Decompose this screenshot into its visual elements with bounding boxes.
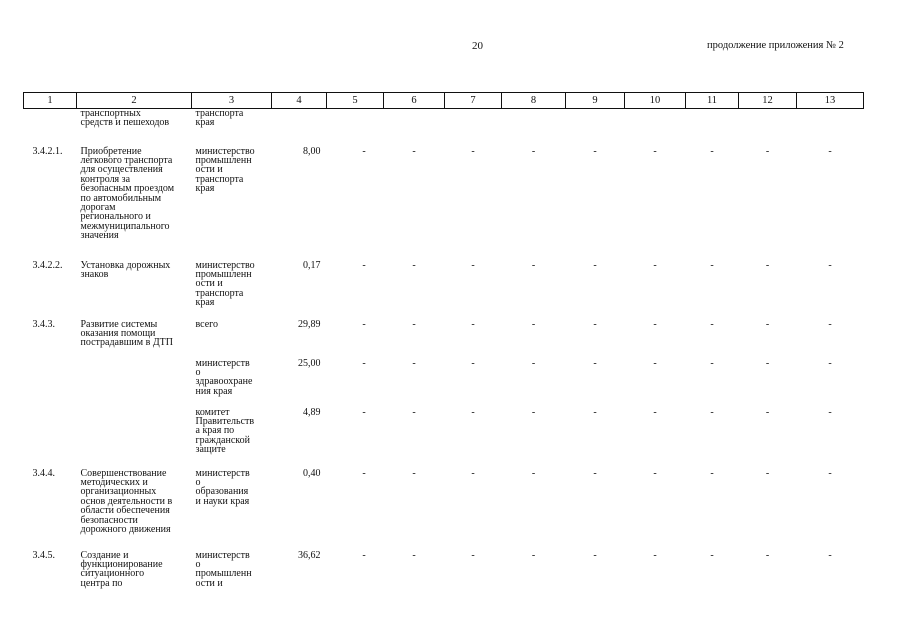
- value-cell: -: [362, 145, 366, 157]
- value-cell: -: [412, 357, 416, 369]
- value-cell: -: [710, 406, 714, 418]
- value-cell: -: [828, 467, 832, 479]
- executor-cell: транспорта края: [195, 108, 244, 129]
- value-cell: -: [412, 259, 416, 271]
- value-cell: -: [531, 406, 536, 418]
- value-cell: -: [828, 549, 832, 561]
- value-cell: -: [531, 318, 536, 330]
- column-header: 4: [272, 93, 327, 109]
- value-cell: -: [412, 145, 416, 157]
- column-header: 10: [625, 93, 686, 109]
- executor-cell: министерство промышленн ости и транспорта края: [195, 145, 255, 195]
- value-cell: -: [471, 549, 475, 561]
- table-row: [24, 467, 864, 549]
- page-number: 20: [472, 40, 483, 52]
- row-number: [24, 406, 77, 467]
- value-cell: [625, 109, 686, 145]
- value-cell: -: [710, 549, 714, 561]
- column-header: 9: [566, 93, 625, 109]
- value-cell: -: [362, 318, 366, 330]
- value-cell: -: [710, 467, 714, 479]
- value-cell: [327, 109, 384, 145]
- amount-cell: 8,00: [303, 145, 321, 157]
- table-row: [24, 145, 864, 259]
- value-cell: -: [593, 259, 597, 271]
- column-header: 3: [192, 93, 272, 109]
- value-cell: -: [653, 145, 657, 157]
- column-header: 6: [384, 93, 445, 109]
- value-cell: -: [531, 549, 536, 561]
- column-header: 5: [327, 93, 384, 109]
- value-cell: [686, 109, 739, 145]
- amount-cell: 0,17: [303, 259, 321, 271]
- value-cell: -: [362, 549, 366, 561]
- value-cell: [502, 109, 566, 145]
- value-cell: -: [593, 406, 597, 418]
- value-cell: -: [653, 357, 657, 369]
- value-cell: -: [710, 357, 714, 369]
- value-cell: -: [828, 145, 832, 157]
- value-cell: -: [710, 318, 714, 330]
- value-cell: -: [828, 259, 832, 271]
- value-cell: -: [531, 467, 536, 479]
- value-cell: [566, 109, 625, 145]
- table-row: [24, 109, 864, 145]
- value-cell: -: [765, 259, 770, 271]
- value-cell: -: [362, 406, 366, 418]
- continuation-label: продолжение приложения № 2: [707, 40, 844, 51]
- value-cell: -: [653, 467, 657, 479]
- value-cell: -: [471, 406, 475, 418]
- measure-name: Создание и функционирование ситуационного центра по: [80, 549, 163, 589]
- value-cell: -: [710, 259, 714, 271]
- row-number: 3.4.5.: [32, 549, 55, 561]
- row-number: 3.4.3.: [32, 318, 55, 330]
- value-cell: -: [593, 145, 597, 157]
- value-cell: -: [412, 318, 416, 330]
- column-header: 1: [24, 93, 77, 109]
- value-cell: -: [765, 467, 770, 479]
- measure-name: [77, 357, 192, 406]
- table-row: [24, 406, 864, 467]
- value-cell: -: [471, 467, 475, 479]
- value-cell: -: [471, 259, 475, 271]
- value-cell: [739, 109, 797, 145]
- table-row: [24, 318, 864, 357]
- value-cell: -: [765, 318, 770, 330]
- measure-name: Развитие системы оказания помощи пострадавшим в ДТП: [80, 318, 173, 349]
- column-header: 12: [739, 93, 797, 109]
- row-number: 3.4.2.1.: [32, 145, 63, 157]
- row-number: 3.4.4.: [32, 467, 55, 479]
- executor-cell: всего: [195, 318, 219, 330]
- value-cell: -: [531, 357, 536, 369]
- measure-name: Совершенствование методических и организационных основ деятельности в области обеспечения безопасности дорожного движения: [80, 467, 173, 535]
- column-header: 7: [445, 93, 502, 109]
- row-number: 3.4.2.2.: [32, 259, 63, 271]
- measure-name: [77, 406, 192, 467]
- amount-cell: 0,40: [303, 467, 321, 479]
- amount-cell: 4,89: [303, 406, 321, 418]
- value-cell: -: [412, 406, 416, 418]
- value-cell: -: [531, 259, 536, 271]
- value-cell: -: [471, 357, 475, 369]
- value-cell: -: [828, 357, 832, 369]
- amount-cell: 25,00: [298, 357, 321, 369]
- executor-cell: министерств о образования и науки края: [195, 467, 250, 507]
- column-header: 8: [502, 93, 566, 109]
- value-cell: -: [653, 406, 657, 418]
- measure-name: Приобретение легкового транспорта для осуществления контроля за безопасным проездом по автомобильным дорогам регионального и межмуниципального значения: [80, 145, 175, 242]
- value-cell: -: [765, 145, 770, 157]
- table-row: [24, 259, 864, 318]
- table-row: [24, 549, 864, 599]
- value-cell: -: [362, 467, 366, 479]
- value-cell: -: [653, 549, 657, 561]
- value-cell: -: [593, 318, 597, 330]
- measure-name: транспортных средств и пешеходов: [80, 108, 170, 129]
- executor-cell: министерств о здравоохране ния края: [195, 357, 253, 397]
- value-cell: -: [412, 467, 416, 479]
- value-cell: -: [765, 357, 770, 369]
- value-cell: -: [653, 259, 657, 271]
- value-cell: -: [593, 549, 597, 561]
- amount-cell: [272, 109, 327, 145]
- program-table: [23, 92, 863, 599]
- value-cell: [384, 109, 445, 145]
- value-cell: -: [828, 406, 832, 418]
- value-cell: -: [593, 467, 597, 479]
- row-number: [24, 109, 77, 145]
- executor-cell: комитет Правительств а края по гражданской защите: [195, 406, 255, 456]
- value-cell: [445, 109, 502, 145]
- amount-cell: 29,89: [298, 318, 321, 330]
- column-header: 11: [686, 93, 739, 109]
- value-cell: [797, 109, 864, 145]
- column-header: 2: [77, 93, 192, 109]
- value-cell: -: [765, 549, 770, 561]
- measure-name: Установка дорожных знаков: [80, 259, 171, 280]
- column-header: 13: [797, 93, 864, 109]
- row-number: [24, 357, 77, 406]
- executor-cell: министерство промышленн ости и транспорта края: [195, 259, 255, 309]
- column-header-row: [24, 93, 864, 109]
- executor-cell: министерств о промышленн ости и: [195, 549, 252, 589]
- value-cell: -: [765, 406, 770, 418]
- value-cell: -: [412, 549, 416, 561]
- amount-cell: 36,62: [298, 549, 321, 561]
- value-cell: -: [362, 259, 366, 271]
- value-cell: -: [710, 145, 714, 157]
- value-cell: -: [471, 145, 475, 157]
- value-cell: -: [653, 318, 657, 330]
- table-row: [24, 357, 864, 406]
- value-cell: -: [828, 318, 832, 330]
- value-cell: -: [471, 318, 475, 330]
- value-cell: -: [362, 357, 366, 369]
- value-cell: -: [531, 145, 536, 157]
- value-cell: -: [593, 357, 597, 369]
